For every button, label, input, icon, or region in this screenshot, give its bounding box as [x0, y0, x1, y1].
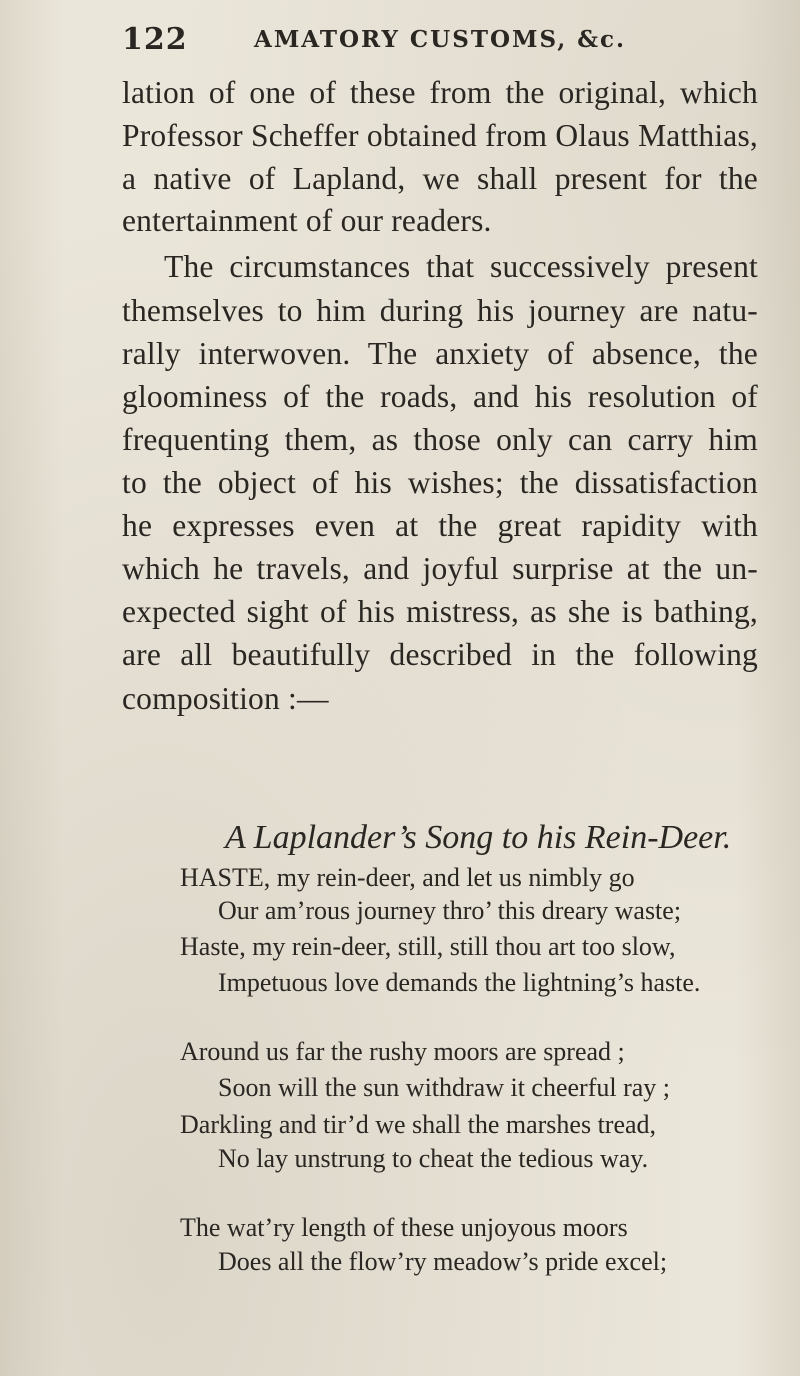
text-line: gloominess of the roads, and his resolution of	[122, 379, 758, 414]
text-line: he expresses even at the great rapidity with	[122, 508, 758, 543]
text-line: themselves to him during his journey are natu-	[122, 293, 758, 328]
text-line: Professor Scheffer obtained from Olaus Matthias,	[122, 118, 758, 153]
verse-line: No lay unstrung to cheat the tedious way.	[218, 1144, 649, 1173]
text-line: expected sight of his mistress, as she is bathing,	[122, 594, 758, 629]
text-line: to the object of his wishes; the dissatisfaction	[122, 465, 758, 500]
verse-line: Soon will the sun withdraw it cheerful ray ;	[218, 1073, 671, 1102]
text-line: are all beautifully described in the following	[122, 637, 758, 672]
text-line: rally interwoven. The anxiety of absence, the	[122, 336, 758, 371]
running-title: AMATORY CUSTOMS, &c.	[254, 26, 627, 53]
text-line: frequenting them, as those only can carry him	[122, 422, 758, 457]
text-line: The circumstances that successively present	[164, 249, 758, 284]
verse-line: Darkling and tir’d we shall the marshes tread,	[180, 1110, 657, 1139]
verse-line: Haste, my rein-deer, still, still thou art too slow,	[180, 932, 676, 961]
verse-line: HASTE, my rein-deer, and let us nimbly go	[180, 863, 635, 892]
text-line: composition :—	[122, 681, 329, 716]
verse-line: The wat’ry length of these unjoyous moors	[180, 1213, 628, 1242]
running-head	[122, 22, 760, 62]
text-line: which he travels, and joyful surprise at the un-	[122, 551, 758, 586]
verse-line: Around us far the rushy moors are spread ;	[180, 1037, 625, 1066]
verse-line: Does all the flow’ry meadow’s pride excel;	[218, 1247, 668, 1276]
verse-line: Our am’rous journey thro’ this dreary waste;	[218, 896, 682, 925]
text-line: entertainment of our readers.	[122, 203, 492, 238]
text-line: lation of one of these from the original, which	[122, 75, 758, 110]
text-line: a native of Lapland, we shall present for the	[122, 161, 758, 196]
page-number: 122	[122, 22, 188, 57]
verse-line: Impetuous love demands the lightning’s haste.	[218, 968, 701, 997]
poem-title: A Laplander’s Song to his Rein-Deer.	[225, 819, 732, 856]
